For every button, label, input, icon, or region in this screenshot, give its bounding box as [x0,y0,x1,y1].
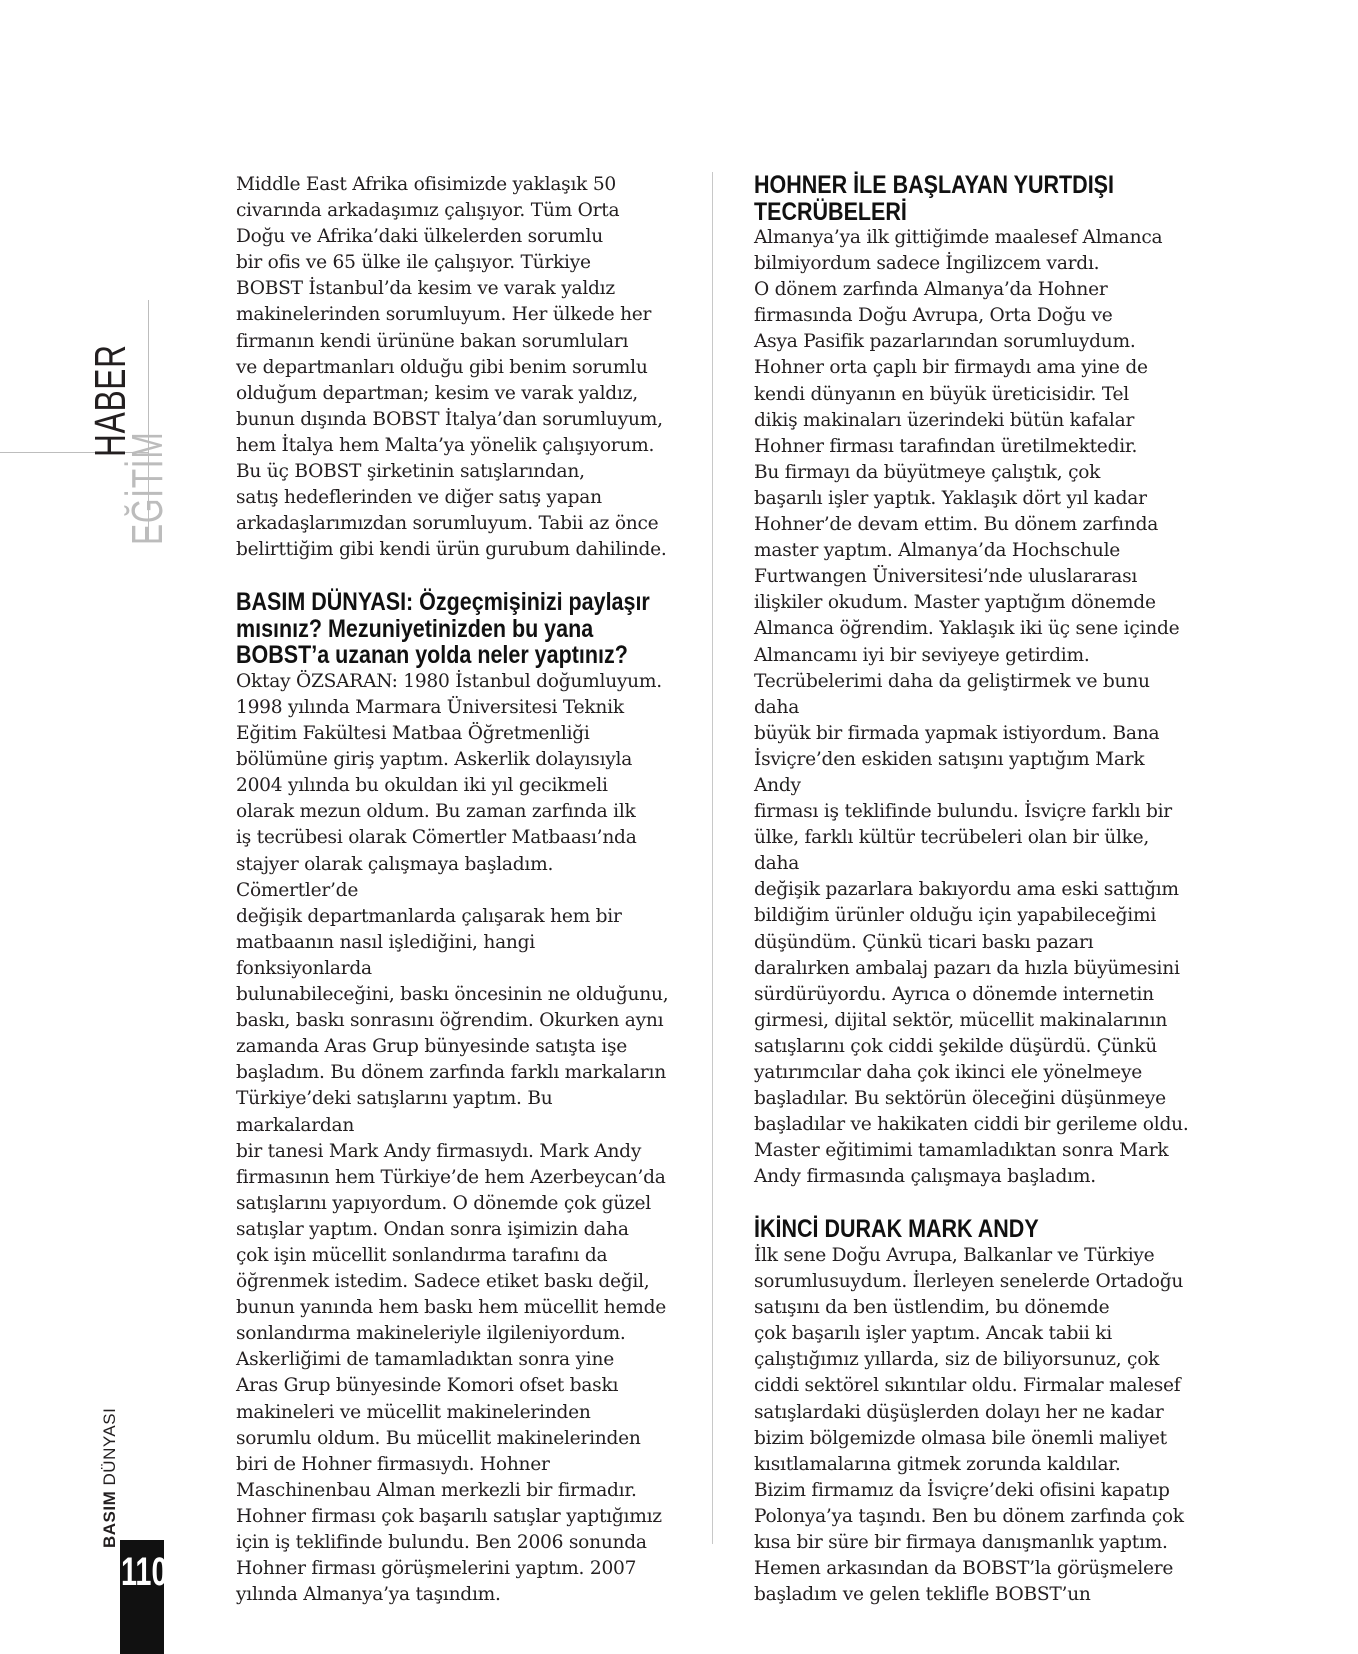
left-column [236,172,676,1608]
page-number: 110 [121,1550,168,1594]
column-divider [712,172,713,1544]
heading-hohner: HOHNER İLE BAŞLAYAN YURTDIŞI TECRÜBELERİ [754,171,1114,226]
interview-question-heading: BASIM DÜNYASI: Özgeçmişinizi paylaşır mısınız? Mezuniyetinizden bu yana BOBST’a uzanan yolda neler yaptınız? [236,588,650,670]
section-label-egitim: EĞİTİM [123,431,172,545]
right-column [754,172,1194,1608]
brand-light: DÜNYASI [100,1407,119,1486]
paragraph-hohner: Almanya’ya ilk gittiğimde maalesef Almanca bilmiyordum sadece İngilizcem vardı. O dönem zarfında Almanya’da Hohner firmasında Doğu Avrupa, Orta Doğu ve Asya Pasifik pazarlarından sorumluydum. Hohner orta çaplı bir firmaydı ama yine de kendi dünyanın en büyük üreticisidir. Tel dikiş makinaları üzerindeki bütün kafalar Hohner firması tarafından üretilmektedir. Bu firmayı da büyütmeye çalıştık, çok başarılı işler yaptık. Yaklaşık dört yıl kadar Hohner’de devam ettim. Bu dönem zarfında master yaptım. Almanya’da Hochschule Furtwangen Üniversitesi’nde uluslararası ilişkiler okudum. Master yaptığım dönemde Almanca öğrendim. Yaklaşık iki üç sene içinde Almancamı iyi bir seviyeye getirdim. Tecrübelerimi daha da geliştirmek ve bunu daha büyük bir firmada yapmak istiyordum. Bana İsviçre’den eskiden satışını yaptığım Mark Andy firması iş teklifinde bulundu. İsviçre farklı bir ülke, farklı kültür tecrübeleri olan bir ülke, daha değişik pazarlara bakıyordu ama eski sattığım bildiğim ürünler olduğu için yapabileceğimi düşündüm. Çünkü ticari baskı pazarı daralırken ambalaj pazarı da hızla büyümesini sürdürüyordu. Ayrıca o dönemde internetin girmesi, dijital sektör, mücellit makinalarının satışlarını çok ciddi şekilde düşürdü. Çünkü yatırımcılar daha çok ikinci ele yönelmeye başladılar. Bu sektörün öleceğini düşünmeye başladılar ve hakikaten ciddi bir gerileme oldu. Master eğitimimi tamamladıktan sonra Mark Andy firmasında çalışmaya başladım. [754,227,1189,1188]
paragraph-mark-andy: İlk sene Doğu Avrupa, Balkanlar ve Türkiye sorumlusuydum. İlerleyen senelerde Ortadoğu satışını da ben üstlendim, bu dönemde çok başarılı işler yaptım. Ancak tabii ki çalıştığımız yıllarda, siz de biliyorsunuz, çok ciddi sektörel sıkıntılar oldu. Firmalar malesef satışlardaki düşüşlerden dolayı her ne kadar bizim bölgemizde olmasa bile önemli maliyet kısıtlamalarına gitmek zorunda kaldılar. Bizim firmamız da İsviçre’deki ofisini kapatıp Polonya’ya taşındı. Ben bu dönem zarfında çok kısa bir süre bir firmaya danışmanlık yaptım. Hemen arkasından da BOBST’la görüşmelere başladım ve gelen teklifle BOBST’un [754,1244,1184,1606]
section-label-haber: HABER [86,344,135,457]
brand-bold: BASIM [100,1490,119,1548]
heading-mark-andy: İKİNCİ DURAK MARK ANDY [754,1215,1039,1244]
interview-answer-paragraph: Oktay ÖZSARAN: 1980 İstanbul doğumluyum. 1998 yılında Marmara Üniversitesi Teknik Eğitim Fakültesi Matbaa Öğretmenliği bölümüne giriş yaptım. Askerlik dolayısıyla 2004 yılında bu okuldan iki yıl gecikmeli olarak mezun oldum. Bu zaman zarfında ilk iş tecrübesi olarak Cömertler Matbaası’nda stajyer olarak çalışmaya başladım. Cömertler’de değişik departmanlarda çalışarak hem bir matbaanın nasıl işlediğini, hangi fonksiyonlarda bulunabileceğini, baskı öncesinin ne olduğunu, baskı, baskı sonrasını öğrendim. Okurken aynı zamanda Aras Grup bünyesinde satışta işe başladım. Bu dönem zarfında farklı markaların Türkiye’deki satışlarını yaptım. Bu markalardan bir tanesi Mark Andy firmasıydı. Mark Andy firmasının hem Türkiye’de hem Azerbeycan’da satışlarını yapıyordum. O dönemde çok güzel satışlar yaptım. Ondan sonra işimizin daha çok işin mücellit sonlandırma tarafını da öğrenmek istedim. Sadece etiket baskı değil, bunun yanında hem baskı hem mücellit hemde sonlandırma makineleriyle ilgileniyordum. Askerliğimi de tamamladıktan sonra yine Aras Grup bünyesinde Komori ofset baskı makineleri ve mücellit makinelerinden sorumlu oldum. Bu mücellit makinelerinden biri de Hohner firmasıydı. Hohner Maschinenbau Alman merkezli bir firmadır. Hohner firması çok başarılı satışlar yaptığımız için iş teklifinde bulundu. Ben 2006 sonunda Hohner firması görüşmelerini yaptım. 2007 yılında Almanya’ya taşındım. [236,670,669,1606]
intro-paragraph: Middle East Afrika ofisimizde yaklaşık 50 civarında arkadaşımız çalışıyor. Tüm Orta Doğu ve Afrika’daki ülkelerden sorumlu bir ofis ve 65 ülke ile çalışıyor. Türkiye BOBST İstanbul’da kesim ve varak yaldız makinelerinden sorumluyum. Her ülkede her firmanın kendi ürününe bakan sorumluları ve departmanları olduğu gibi benim sorumlu olduğum departman; kesim ve varak yaldız, bunun dışında BOBST İtalya’dan sorumluyum, hem İtalya hem Malta’ya yönelik çalışıyorum. Bu üç BOBST şirketinin satışlarından, satış hedeflerinden ve diğer satış yapan arkadaşlarımızdan sorumluyum. Tabii az önce belirttiğim gibi kendi ürün gurubum dahilinde. [236,174,667,561]
magazine-brand [100,1408,120,1548]
